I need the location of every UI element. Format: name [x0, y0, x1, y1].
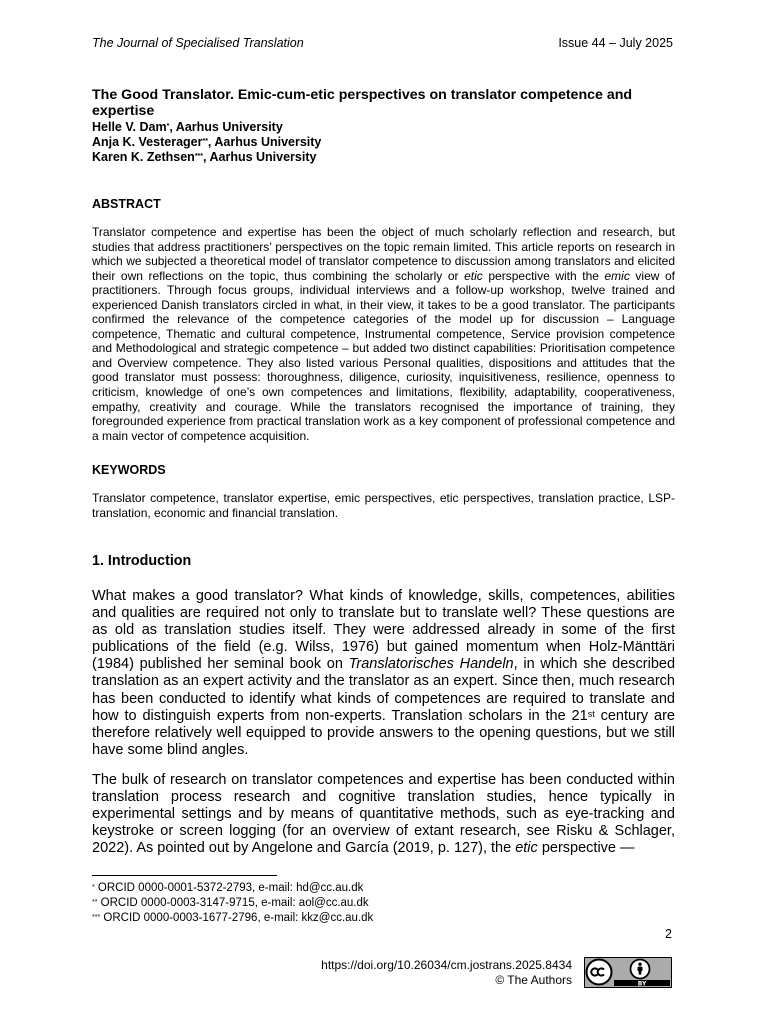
footnote-divider [92, 875, 277, 876]
cc-by-icon [584, 957, 672, 988]
copyright-notice: © The Authors [495, 973, 572, 987]
keywords-heading: KEYWORDS [92, 463, 166, 477]
doi-block [321, 958, 572, 988]
author-line: Karen K. Zethsen***, Aarhus University [92, 150, 317, 164]
abstract-heading: ABSTRACT [92, 197, 161, 211]
doi-link[interactable]: https://doi.org/10.26034/cm.jostrans.2025.8434 [321, 958, 572, 972]
footnote: *** ORCID 0000-0003-1677-2796, e-mail: kkz@cc.au.dk [92, 912, 374, 924]
section-heading-introduction: 1. Introduction [92, 553, 192, 569]
footnotes [92, 881, 373, 926]
author-line: Anja K. Vesterager**, Aarhus University [92, 135, 322, 149]
journal-name: The Journal of Specialised Translation [92, 36, 304, 50]
intro-paragraph-2: The bulk of research on translator competences and expertise has been conducted within translation process research and cognitive translation studies, hence typically in experimental settings and by means of quantitative methods, such as eye-tracking and keystroke or screen logging (for an overview of extant research, see Risku & Schlager, 2022). As pointed out by Angelone and García (2019, p. 127), the etic perspective — [92, 772, 675, 857]
footnote: * ORCID 0000-0001-5372-2793, e-mail: hd@cc.au.dk [92, 882, 364, 894]
issue-label: Issue 44 – July 2025 [558, 36, 673, 50]
keywords-text: Translator competence, translator expertise, emic perspectives, etic perspectives, translation practice, LSP-translation, economic and financial translation. [92, 491, 675, 520]
abstract-text: Translator competence and expertise has been the object of much scholarly reflection and research, but studies that address practitioners’ perspectives on the topic remain limited. This article reports on research in which we subjected a theoretical model of translator competence to discussion among translators and elicited their own reflections on the topic, thus combining the scholarly or etic perspective with the emic view of practitioners. Through focus groups, individual interviews and a follow-up workshop, twelve trained and experienced Danish translators circled in what, in their view, it takes to be a good translator. The participants confirmed the relevance of the competence categories of the model up for discussion – Language competence, Thematic and cultural competence, Instrumental competence, Service provision competence and Methodological and strategic competence – but added two distinct capabilities: Prioritisation competence and Overview competence. They also listed various Personal qualities, dispositions and attitudes that the good translator must possess: thoroughness, diligence, curiosity, inquisitiveness, resilience, openness to criticism, knowledge of one’s own competences and limitations, flexibility, adaptability, cooperativeness, empathy, creativity and courage. While the translators recognised the importance of training, they foregrounded experience from practical translation work as a key component of professional competence and a main vector of competence acquisition. [92, 225, 675, 443]
license-badge-label: BY [637, 980, 647, 988]
article-title: The Good Translator. Emic-cum-etic perspectives on translator competence and expertise [92, 87, 633, 119]
footnote: ** ORCID 0000-0003-3147-9715, e-mail: aol@cc.au.dk [92, 897, 369, 909]
page-number: 2 [665, 927, 672, 941]
author-list [92, 120, 321, 165]
author-line: Helle V. Dam*, Aarhus University [92, 120, 283, 134]
intro-paragraph-1: What makes a good translator? What kinds of knowledge, skills, competences, abilities and qualities are required not only to translate but to translate well? These questions are as old as translation studies itself. They were addressed already in some of the first publications of the field (e.g. Wilss, 1976) but gained momentum when Holz-Mänttäri (1984) published her seminal book on Translatorisches Handeln, in which she described translation as an expert activity and the translator as an expert. Since then, much research has been conducted to identify what kinds of competences are required to translate and how to distinguish experts from non-experts. Translation scholars in the 21st century are therefore relatively well equipped to provide answers to the opening questions, but we still have some blind angles. [92, 588, 676, 758]
